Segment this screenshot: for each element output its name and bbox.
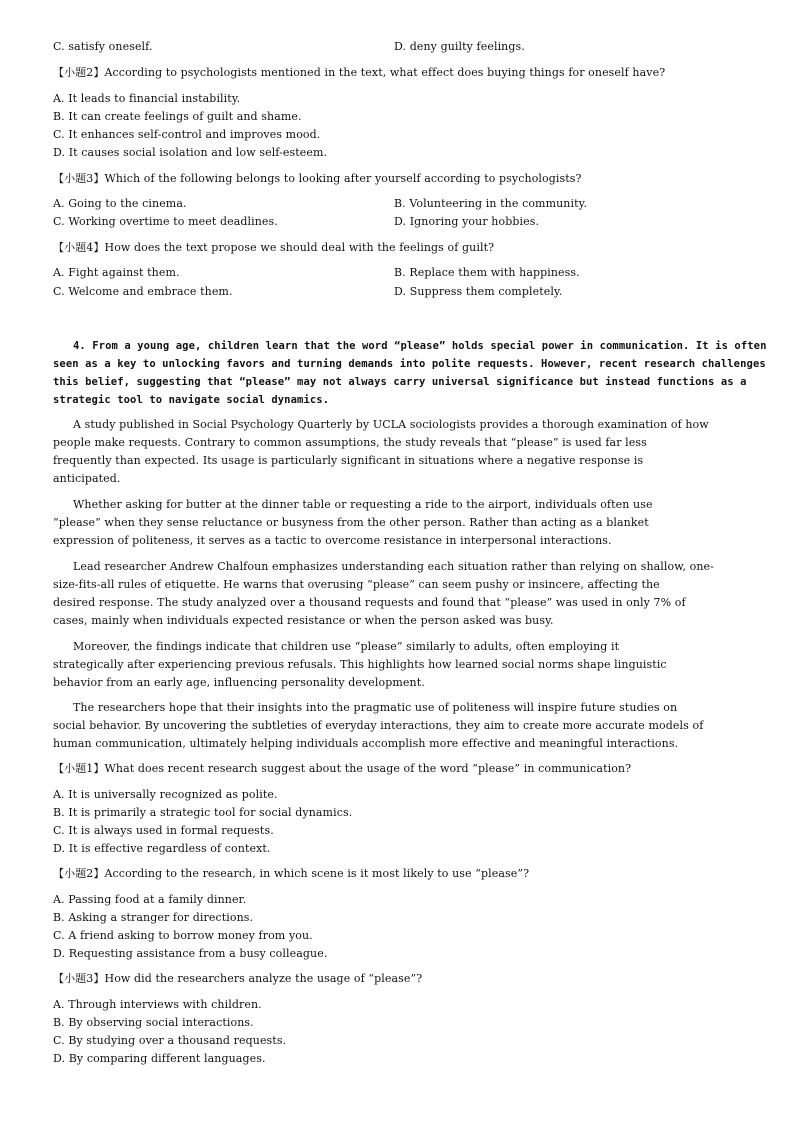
passage-line: Moreover, the findings indicate that children use “please” similarly to adults, often employing it: [73, 640, 620, 653]
passage-line: desired response. The study analyzed over a thousand requests and found that “please” was used in only 7% of: [53, 596, 686, 609]
option-b: B. Replace them with happiness.: [394, 266, 580, 279]
question-stem: 【小题4】How does the text propose we should deal with the feelings of guilt?: [53, 241, 495, 254]
option-c: C. A friend asking to borrow money from you.: [53, 929, 313, 942]
passage-line: expression of politeness, it serves as a tactic to overcome resistance in interpersonal interactions.: [53, 534, 612, 547]
option-c: C. Welcome and embrace them.: [53, 285, 233, 298]
option-b: B. It is primarily a strategic tool for social dynamics.: [53, 806, 353, 819]
passage-line: “please” when they sense reluctance or busyness from the other person. Rather than acting as a blanket: [53, 516, 649, 529]
option-a: A. It is universally recognized as polite.: [53, 788, 278, 801]
question-stem: 【小题2】According to psychologists mentioned in the text, what effect does buying things for oneself have?: [53, 66, 666, 79]
option-d: D. It is effective regardless of context.: [53, 842, 271, 855]
question-stem: 【小题2】According to the research, in which scene is it most likely to use “please”?: [53, 867, 530, 880]
option-a: A. Passing food at a family dinner.: [53, 893, 247, 906]
passage-line: frequently than expected. Its usage is particularly significant in situations where a negative response is: [53, 454, 644, 467]
passage-line: Lead researcher Andrew Chalfoun emphasizes understanding each situation rather than relying on shallow, one-: [73, 560, 714, 573]
option-d: D. deny guilty feelings.: [394, 40, 525, 53]
option-a: A. Through interviews with children.: [53, 998, 262, 1011]
option-d: D. Suppress them completely.: [394, 285, 563, 298]
option-a: A. Fight against them.: [53, 266, 180, 279]
passage-line: strategically after experiencing previous refusals. This highlights how learned social norms shape linguistic: [53, 658, 667, 671]
passage-intro-line: this belief, suggesting that “please” may not always carry universal significance but instead functions as a: [53, 376, 747, 388]
option-c: C. It is always used in formal requests.: [53, 824, 274, 837]
option-b: B. Asking a stranger for directions.: [53, 911, 254, 924]
option-b: B. By observing social interactions.: [53, 1016, 254, 1029]
passage-line: A study published in Social Psychology Quarterly by UCLA sociologists provides a thorough examination of how: [73, 418, 709, 431]
option-b: B. It can create feelings of guilt and shame.: [53, 110, 302, 123]
passage-line: cases, mainly when individuals expected resistance or when the person asked was busy.: [53, 614, 554, 627]
option-c: C. It enhances self-control and improves mood.: [53, 128, 321, 141]
passage-line: anticipated.: [53, 472, 121, 485]
passage-line: behavior from an early age, influencing personality development.: [53, 676, 425, 689]
question-stem: 【小题3】Which of the following belongs to looking after yourself according to psychologists?: [53, 172, 582, 185]
option-c: C. satisfy oneself.: [53, 40, 153, 53]
passage-intro-line: strategic tool to navigate social dynamics.: [53, 394, 330, 406]
passage-intro-line: 4. From a young age, children learn that the word “please” holds special power in communication. It is often: [73, 340, 767, 352]
option-d: D. Ignoring your hobbies.: [394, 215, 540, 228]
option-d: D. Requesting assistance from a busy colleague.: [53, 947, 328, 960]
passage-line: social behavior. By uncovering the subtleties of everyday interactions, they aim to create more accurate models of: [53, 719, 704, 732]
passage-intro-line: seen as a key to unlocking favors and turning demands into polite requests. However, recent research challenges: [53, 358, 766, 370]
option-a: A. It leads to financial instability.: [53, 92, 241, 105]
option-b: B. Volunteering in the community.: [394, 197, 588, 210]
passage-line: Whether asking for butter at the dinner table or requesting a ride to the airport, individuals often use: [73, 498, 653, 511]
question-stem: 【小题1】What does recent research suggest about the usage of the word “please” in communication?: [53, 762, 632, 775]
option-c: C. Working overtime to meet deadlines.: [53, 215, 278, 228]
passage-line: people make requests. Contrary to common assumptions, the study reveals that “please” is used far less: [53, 436, 647, 449]
option-d: D. By comparing different languages.: [53, 1052, 266, 1065]
passage-line: size-fits-all rules of etiquette. He warns that overusing “please” can seem pushy or insincere, affecting the: [53, 578, 660, 591]
question-stem: 【小题3】How did the researchers analyze the usage of “please”?: [53, 972, 423, 985]
passage-line: The researchers hope that their insights into the pragmatic use of politeness will inspire future studies on: [73, 701, 678, 714]
option-d: D. It causes social isolation and low self-esteem.: [53, 146, 328, 159]
passage-line: human communication, ultimately helping individuals accomplish more effective and meaningful interactions.: [53, 737, 679, 750]
option-c: C. By studying over a thousand requests.: [53, 1034, 287, 1047]
option-a: A. Going to the cinema.: [53, 197, 187, 210]
